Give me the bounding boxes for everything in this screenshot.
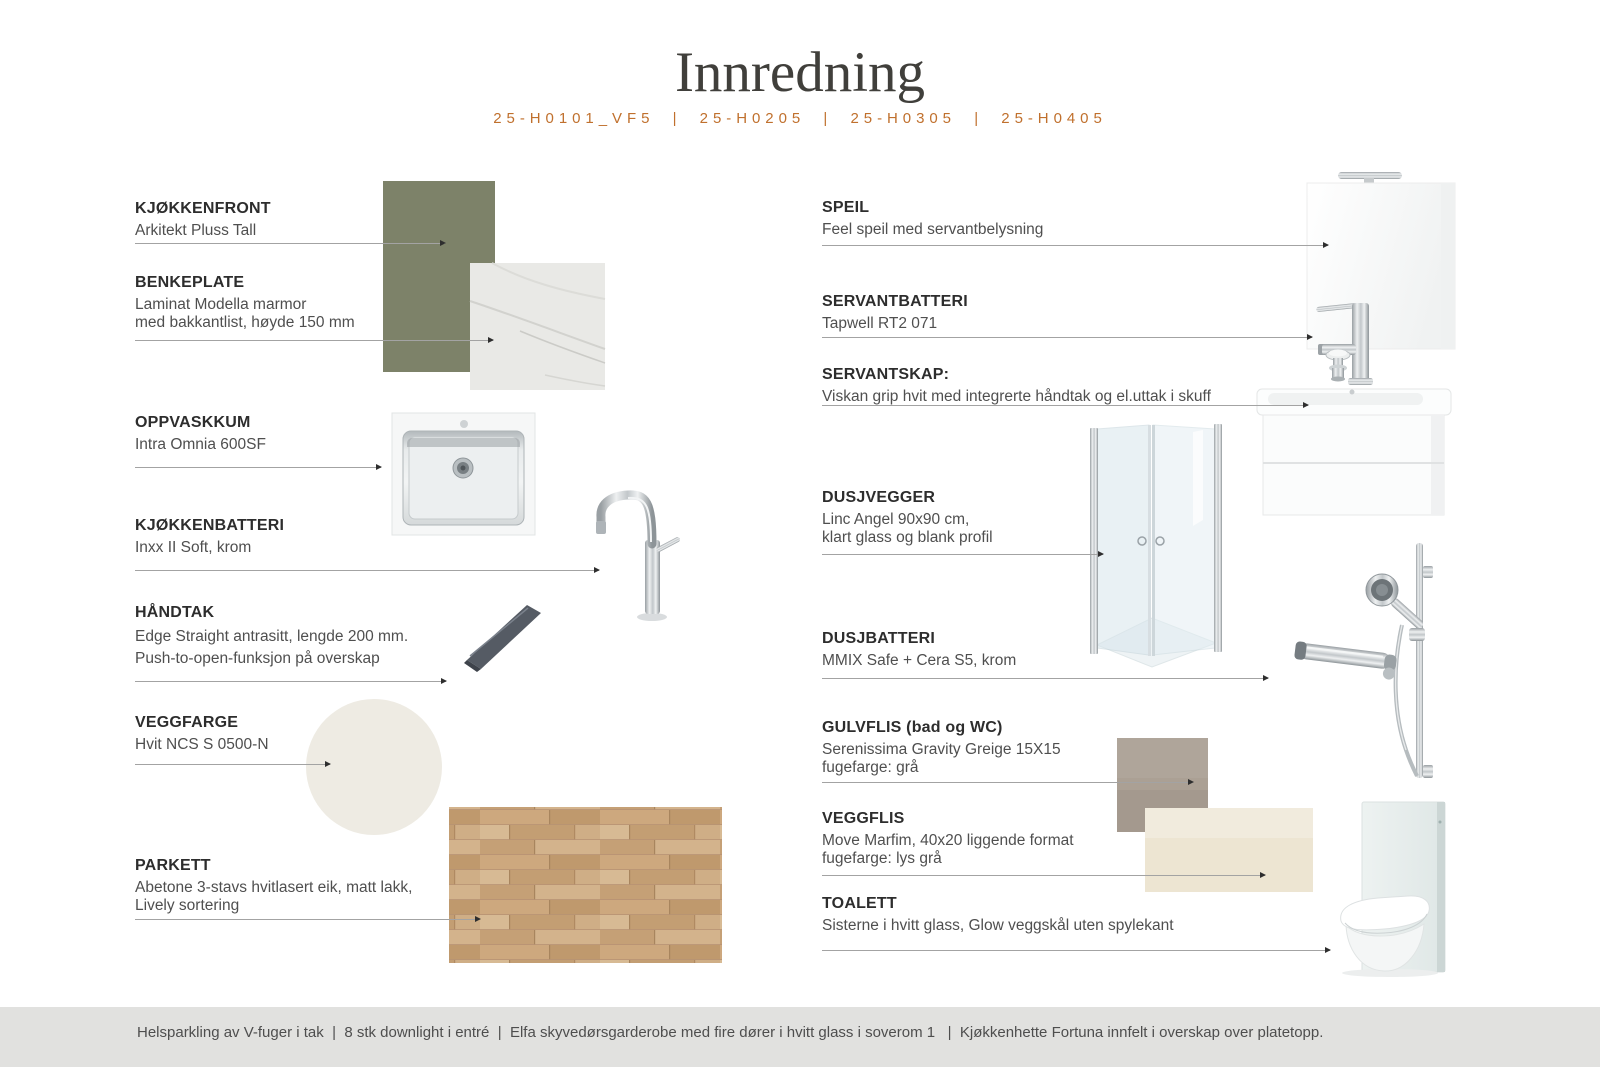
spec-item-line: Move Marfim, 40x20 liggende format bbox=[822, 832, 1074, 849]
spec-item-line: Hvit NCS S 0500-N bbox=[135, 736, 269, 753]
leader-line bbox=[822, 337, 1312, 338]
spec-item-title: SERVANTBATTERI bbox=[822, 293, 968, 310]
spec-item-line: Laminat Modella marmor bbox=[135, 296, 307, 313]
footer-note: Helsparkling av V-fuger i tak | 8 stk downlight i entré | Elfa skyvedørsgarderobe med fire dører i hvitt glass i soverom 1 | Kjøkkenhette Fortuna innfelt i overskap over platetopp. bbox=[137, 1024, 1324, 1041]
spec-item-veggfarge bbox=[135, 714, 695, 754]
unit-codes: 25-H0101_VF5 | 25-H0205 | 25-H0305 | 25-H0405 bbox=[493, 110, 1107, 127]
leader-line bbox=[135, 570, 599, 571]
page-title: Innredning bbox=[674, 41, 926, 104]
spec-item-kjokkenbatteri bbox=[135, 517, 695, 557]
spec-item-oppvaskkum bbox=[135, 414, 695, 454]
spec-item-line: med bakkantlist, høyde 150 mm bbox=[135, 314, 355, 331]
leader-line bbox=[135, 919, 480, 920]
leader-line bbox=[135, 681, 446, 682]
spec-item-line: Lively sortering bbox=[135, 897, 240, 914]
spec-item-line: Abetone 3-stavs hvitlasert eik, matt lakk, bbox=[135, 879, 413, 896]
spec-item-title: DUSJBATTERI bbox=[822, 630, 936, 647]
spec-item-line: Sisterne i hvitt glass, Glow veggskål uten spylekant bbox=[822, 917, 1174, 934]
footer-bar bbox=[0, 1007, 1600, 1067]
leader-line bbox=[822, 950, 1330, 951]
leader-line bbox=[822, 405, 1308, 406]
spec-item-title: BENKEPLATE bbox=[135, 274, 245, 291]
leader-line bbox=[135, 340, 493, 341]
spec-item-servantskap bbox=[822, 366, 1382, 406]
leader-line bbox=[822, 875, 1265, 876]
spec-item-line: Linc Angel 90x90 cm, bbox=[822, 511, 970, 528]
leader-line bbox=[822, 678, 1268, 679]
spec-item-kjokkenfront bbox=[135, 200, 695, 240]
spec-item-speil bbox=[822, 199, 1382, 239]
spec-item-line: Arkitekt Pluss Tall bbox=[135, 222, 257, 239]
spec-item-servantbatteri bbox=[822, 293, 1382, 333]
spec-item-handtak bbox=[135, 604, 695, 670]
spec-item-line: Edge Straight antrasitt, lengde 200 mm. bbox=[135, 628, 409, 645]
spec-item-line: Inxx II Soft, krom bbox=[135, 539, 252, 556]
leader-line bbox=[822, 245, 1328, 246]
leader-line bbox=[822, 554, 1103, 555]
spec-item-title: OPPVASKKUM bbox=[135, 414, 251, 431]
spec-item-title: VEGGFLIS bbox=[822, 810, 905, 827]
spec-item-title: GULVFLIS (bad og WC) bbox=[822, 719, 1003, 736]
spec-item-title: HÅNDTAK bbox=[135, 604, 215, 621]
spec-item-gulvflis bbox=[822, 719, 1382, 777]
spec-item-line: Viskan grip hvit med integrerte håndtak og el.uttak i skuff bbox=[822, 388, 1211, 405]
spec-item-line: Feel speil med servantbelysning bbox=[822, 221, 1044, 238]
spec-item-title: DUSJVEGGER bbox=[822, 489, 936, 506]
spec-item-line: Push-to-open-funksjon på overskap bbox=[135, 650, 380, 667]
leader-line bbox=[135, 243, 445, 244]
kitchen-faucet-image bbox=[596, 495, 681, 621]
spec-item-benkeplate bbox=[135, 274, 695, 332]
spec-item-line: MMIX Safe + Cera S5, krom bbox=[822, 652, 1017, 669]
spec-item-title: KJØKKENBATTERI bbox=[135, 517, 285, 534]
leader-line bbox=[135, 764, 330, 765]
spec-item-line: Tapwell RT2 071 bbox=[822, 315, 938, 332]
spec-item-dusjvegger bbox=[822, 489, 1382, 547]
spec-item-toalett bbox=[822, 895, 1382, 935]
spec-item-parkett bbox=[135, 857, 695, 915]
spec-item-line: Serenissima Gravity Greige 15X15 bbox=[822, 741, 1061, 758]
spec-item-title: SERVANTSKAP: bbox=[822, 366, 950, 383]
spec-item-title: TOALETT bbox=[822, 895, 897, 912]
spec-item-line: Intra Omnia 600SF bbox=[135, 436, 266, 453]
leader-line bbox=[135, 467, 381, 468]
leader-line bbox=[822, 782, 1193, 783]
spec-item-veggflis bbox=[822, 810, 1382, 868]
spec-item-line: fugefarge: lys grå bbox=[822, 850, 942, 867]
spec-item-title: SPEIL bbox=[822, 199, 870, 216]
spec-item-line: klart glass og blank profil bbox=[822, 529, 993, 546]
spec-item-title: PARKETT bbox=[135, 857, 211, 874]
spec-item-line: fugefarge: grå bbox=[822, 759, 919, 776]
spec-item-dusjbatteri bbox=[822, 630, 1382, 670]
spec-item-title: KJØKKENFRONT bbox=[135, 200, 271, 217]
spec-item-title: VEGGFARGE bbox=[135, 714, 239, 731]
